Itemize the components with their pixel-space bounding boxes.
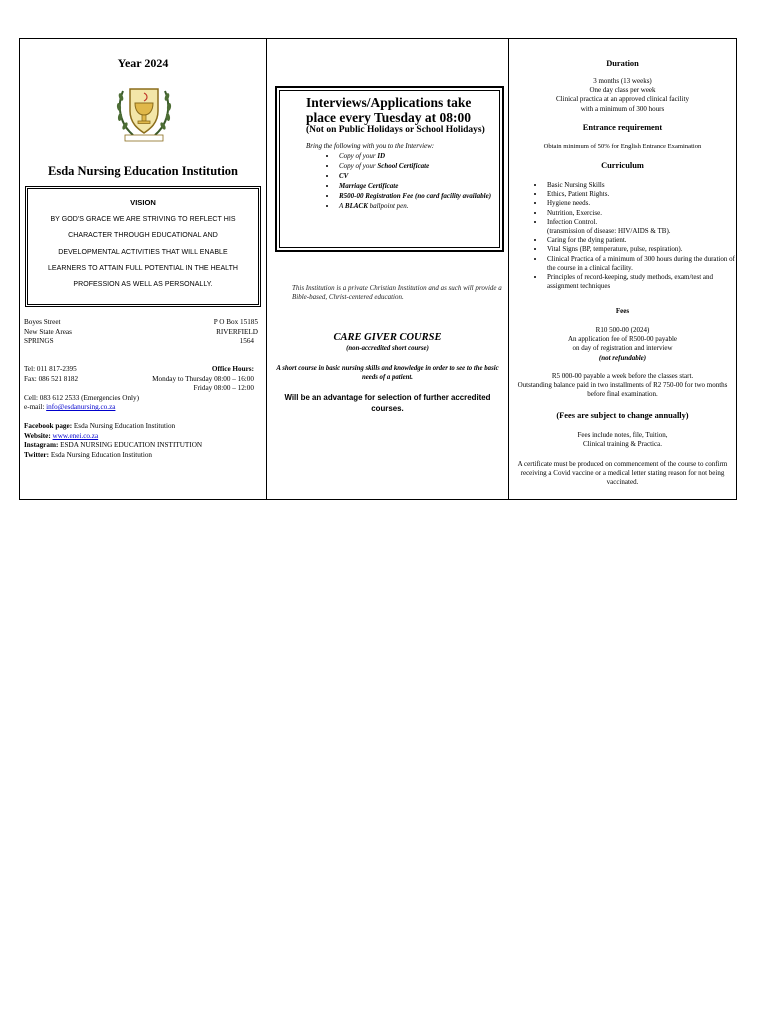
care-giver-advantage: Will be an advantage for selection of further accredited courses. <box>284 393 491 413</box>
year-heading: Year 2024 <box>117 56 169 70</box>
vision-line: CHARACTER THROUGH EDUCATIONAL AND <box>68 232 218 240</box>
bring-item-emphasis: R500-00 Registration Fee (no card facility available) <box>339 191 492 200</box>
interview-column <box>267 39 509 499</box>
fax: Fax: 086 521 8182 <box>24 374 79 383</box>
entrance-heading: Entrance requirement <box>582 123 663 132</box>
twitter-value: Esda Nursing Education Institution <box>50 450 153 459</box>
curriculum-heading: Curriculum <box>601 161 644 170</box>
vision-box <box>25 186 261 307</box>
duration-line: One day class per week <box>589 86 656 95</box>
fees-include <box>509 431 736 449</box>
duration-heading: Duration <box>606 59 639 68</box>
contact-column <box>20 39 267 499</box>
po-box-code: 1564 <box>239 337 254 346</box>
christian-institution-note: This Institution is a private Christian Institution and as such will provide a Bible-based, Christ-centered education. <box>292 284 502 301</box>
office-hours-weekdays: Monday to Thursday 08:00 – 16:00 <box>152 374 254 383</box>
office-hours-friday: Friday 08:00 – 12:00 <box>193 384 254 393</box>
brochure-sheet <box>19 38 737 500</box>
curriculum-item: • Ethics, Patient Rights. <box>545 190 745 199</box>
fee-line: Fees include notes, file, Tuition, <box>577 431 668 439</box>
interview-subheading: (Not on Public Holidays or School Holidays) <box>306 125 485 135</box>
bring-item <box>337 201 493 211</box>
entrance-text: Obtain minimum of 50% for English Entrance Examination <box>543 143 702 150</box>
po-box-town: RIVERFIELD <box>216 327 258 336</box>
duration-line: Clinical practica at an approved clinical facility <box>556 95 689 104</box>
fee-line: Clinical training & Practica. <box>583 440 662 449</box>
institution-title: Esda Nursing Education Institution <box>48 164 238 178</box>
phone-block <box>24 365 258 413</box>
area: New State Areas <box>24 327 72 336</box>
town: SPRINGS <box>24 337 54 346</box>
curriculum-item: • Nutrition, Exercise. <box>545 209 745 218</box>
bring-list <box>306 151 493 211</box>
po-box: P O Box 15185 <box>213 318 258 326</box>
social-block <box>24 422 258 460</box>
curriculum-item: • Vital Signs (BP, temperature, pulse, respiration). <box>545 245 745 254</box>
bring-item <box>337 191 493 201</box>
bring-item <box>337 181 493 191</box>
website-link[interactable]: www.enei.co.za <box>52 431 99 440</box>
office-hours-label: Office Hours: <box>211 365 254 373</box>
curriculum-item: • Clinical Practica of a minimum of 300 hours during the duration of the course in a clinical facility. <box>545 255 745 273</box>
fee-line: An application fee of R500-00 payable <box>567 335 678 344</box>
fees-change-note: (Fees are subject to change annually) <box>556 411 689 420</box>
fees-details <box>509 326 736 363</box>
fee-line: R10 500-00 (2024) <box>595 326 650 334</box>
bring-item-emphasis: Marriage Certificate <box>339 181 399 190</box>
bring-item-text: A <box>339 201 345 210</box>
bring-item-emphasis: CV <box>339 171 349 180</box>
curriculum-item: • Principles of record-keeping, study methods, exam/test and assignment techniques <box>545 273 745 291</box>
fee-line: (not refundable) <box>598 353 647 362</box>
fees-heading: Fees <box>615 307 630 315</box>
interview-heading: Interviews/Applications take place every Tuesday at 08:00 <box>306 95 472 125</box>
care-giver-description: A short course in basic nursing skills and knowledge in order to see to the basic needs of a patient. <box>276 365 499 381</box>
bring-item-text: Copy of your <box>339 151 378 160</box>
vision-line: LEARNERS TO ATTAIN FULL POTENTIAL IN THE HEALTH <box>47 264 239 272</box>
fee-line: Outstanding balance paid in two installments of R2 750-00 for two months before final examination. <box>517 381 728 399</box>
fees-installments <box>509 372 736 400</box>
curriculum-item: • Hygiene needs. <box>545 199 745 208</box>
bring-item <box>337 161 493 171</box>
twitter-label: Twitter: <box>24 450 50 459</box>
facebook-label: Facebook page: <box>24 422 73 430</box>
curriculum-item: • Caring for the dying patient. <box>545 236 745 245</box>
covid-certificate-note: A certificate must be produced on commencement of the course to confirm receiving a Covid vaccine or a medical letter stating reason for not being vaccinated. <box>517 460 728 487</box>
care-giver-title: CARE GIVER COURSE <box>333 332 442 343</box>
bring-item-text: ballpoint pen. <box>367 201 409 210</box>
bring-item <box>337 171 493 181</box>
street: Boyes Street <box>24 318 61 326</box>
email-link[interactable]: info@esdanursing.co.za <box>46 403 116 412</box>
website-label: Website: <box>24 431 51 440</box>
bring-item-text: Copy of your <box>339 161 378 170</box>
curriculum-item: • Infection Control. (transmission of disease: HIV/AIDS & TB). <box>545 218 745 236</box>
facebook-value: Esda Nursing Education Institution <box>73 422 176 430</box>
bring-instructions: Bring the following with you to the Interview: <box>306 141 435 150</box>
vision-line: PROFESSION AS WELL AS PERSONALLY. <box>73 280 213 288</box>
course-details-column <box>509 39 736 499</box>
curriculum-item: • Basic Nursing Skills <box>545 181 745 190</box>
fee-line: on day of registration and interview <box>572 344 673 353</box>
vision-line: DEVELOPMENTAL ACTIVITIES THAT WILL ENABLE <box>58 248 228 256</box>
fee-line: R5 000-00 payable a week before the classes start. <box>551 372 694 380</box>
vision-line: BY GOD'S GRACE WE ARE STRIVING TO REFLECT HIS <box>50 216 236 224</box>
bring-item-emphasis: ID <box>377 151 386 160</box>
instagram-value: ESDA NURSING EDUCATION INSTITUTION <box>60 441 203 450</box>
institution-crest-icon <box>115 81 173 143</box>
bring-item <box>337 151 493 161</box>
duration-details <box>509 77 736 114</box>
address-block <box>24 318 258 347</box>
duration-line: with a minimum of 300 hours <box>580 104 665 113</box>
bring-item-emphasis: School Certificate <box>377 161 430 170</box>
cell: Cell: 083 612 2533 (Emergencies Only) <box>24 393 140 402</box>
curriculum-list <box>533 181 745 291</box>
bring-item-emphasis: BLACK <box>344 201 368 210</box>
care-giver-subtitle: (non-accredited short course) <box>346 345 429 352</box>
tel: Tel: 011 817-2395 <box>24 365 77 373</box>
duration-line: 3 months (13 weeks) <box>593 77 652 85</box>
email-label: e-mail: <box>24 403 45 412</box>
vision-title: VISION <box>130 198 156 207</box>
interview-box <box>275 86 504 252</box>
instagram-label: Instagram: <box>24 441 59 450</box>
